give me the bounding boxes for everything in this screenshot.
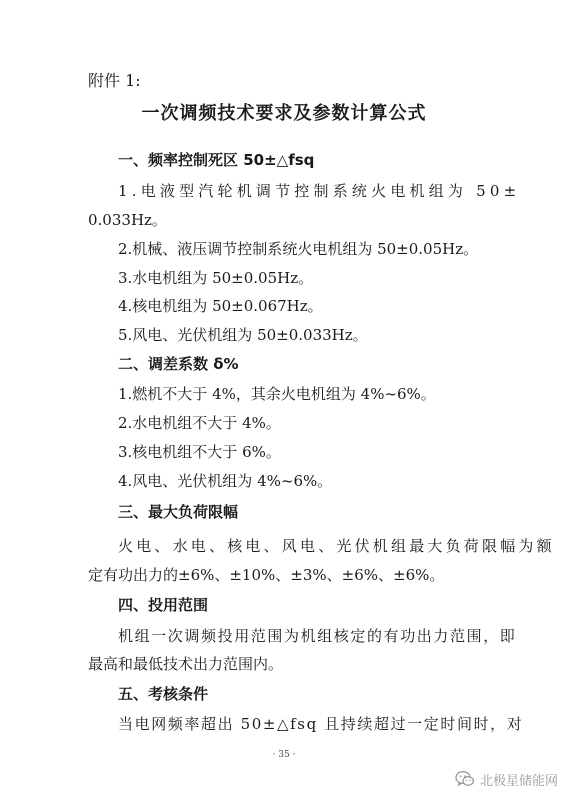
paragraph-line: 最高和最低技术出力范围内。 [88, 655, 284, 673]
paragraph-line: 3.水电机组为 50±0.05Hz。 [118, 269, 314, 287]
paragraph-line: 火电、水电、核电、风电、光伏机组最大负荷限幅为额 [118, 537, 555, 555]
paragraph-line: 机组一次调频投用范围为机组核定的有功出力范围，即 [118, 627, 517, 645]
section-heading: 五、考核条件 [118, 685, 209, 703]
wechat-icon [455, 770, 475, 788]
paragraph-line: 1.电液型汽轮机调节控制系统火电机组为 50± [118, 182, 521, 200]
watermark [455, 768, 558, 790]
paragraph-line: 4.风电、光伏机组为 4%~6%。 [118, 472, 333, 490]
document-title: 一次调频技术要求及参数计算公式 [141, 103, 427, 124]
section-heading: 四、投用范围 [118, 596, 209, 614]
section-heading: 二、调差系数 δ% [118, 355, 239, 373]
paragraph-line: 定有功出力的±6%、±10%、±3%、±6%、±6%。 [88, 566, 445, 584]
page-number: · 35 · [272, 750, 296, 760]
paragraph-line: 4.核电机组为 50±0.067Hz。 [118, 297, 323, 315]
paragraph-line: 2.机械、液压调节控制系统火电机组为 50±0.05Hz。 [118, 240, 479, 258]
paragraph-line: 当电网频率超出 50±△fsq 且持续超过一定时间时，对 [118, 715, 524, 733]
paragraph-line: 2.水电机组不大于 4%。 [118, 414, 281, 432]
paragraph-line: 5.风电、光伏机组为 50±0.033Hz。 [118, 326, 368, 344]
attachment-label: 附件 1: [88, 71, 141, 90]
watermark-text: 北极星储能网 [479, 773, 558, 789]
paragraph-line: 1.燃机不大于 4%，其余火电机组为 4%~6%。 [118, 385, 436, 403]
paragraph-line: 0.033Hz。 [88, 211, 167, 229]
section-heading: 三、最大负荷限幅 [118, 503, 239, 521]
paragraph-line: 3.核电机组不大于 6%。 [118, 443, 281, 461]
section-heading: 一、频率控制死区 50±△fsq [118, 151, 315, 169]
